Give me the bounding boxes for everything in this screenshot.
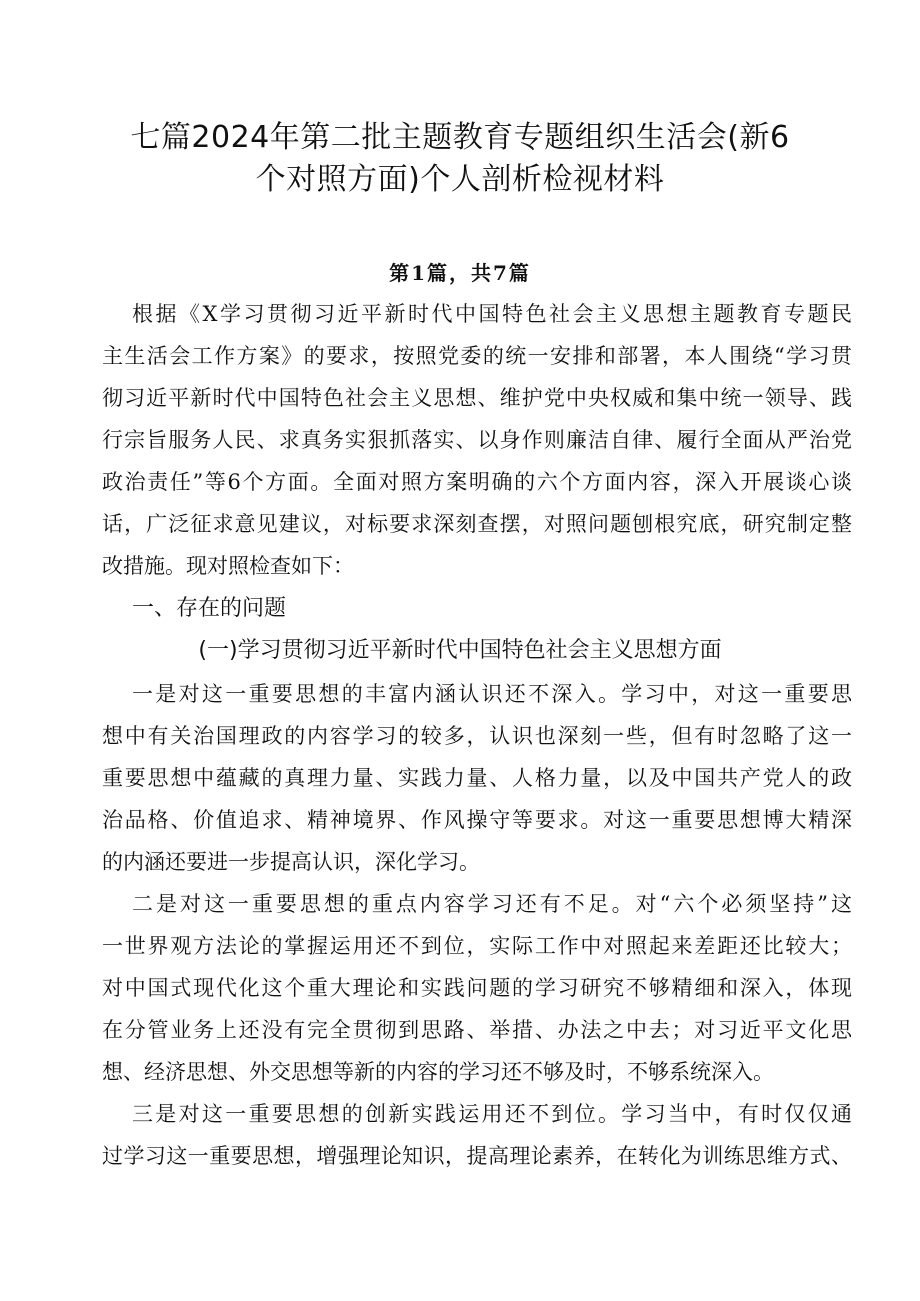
intro-line: 话，广泛征求意见建议，对标要求深刻查摆，对照问题刨根究底，研究制定整 [102, 512, 852, 536]
section-heading: 一、存在的问题 [132, 596, 287, 621]
para2-line: 二是对这一重要思想的重点内容学习还有不足。对“六个必须坚持”这 [132, 892, 852, 916]
intro-line: 行宗旨服务人民、求真务实狠抓落实、以身作则廉洁自律、履行全面从严治党 [102, 428, 852, 452]
intro-line: 彻习近平新时代中国特色社会主义思想、维护党中央权威和集中统一领导、践 [102, 386, 852, 410]
document-title-line-2: 个对照方面)个人剖析检视材料 [255, 162, 665, 197]
part-label: 第1篇，共7篇 [389, 261, 531, 285]
intro-line: 根据《X学习贯彻习近平新时代中国特色社会主义思想主题教育专题民 [132, 302, 852, 326]
para1-line: 一是对这一重要思想的丰富内涵认识还不深入。学习中，对这一重要思 [132, 682, 852, 706]
intro-line: 主生活会工作方案》的要求，按照党委的统一安排和部署，本人围绕“学习贯 [102, 344, 852, 368]
para2-line: 对中国式现代化这个重大理论和实践问题的学习研究不够精细和深入，体现 [102, 976, 852, 1000]
document-title-line-1: 七篇2024年第二批主题教育专题组织生活会(新6 [130, 120, 790, 155]
para1-line: 的内涵还要进一步提高认识，深化学习。 [102, 850, 480, 874]
para2-line: 在分管业务上还没有完全贯彻到思路、举措、办法之中去；对习近平文化思 [102, 1018, 852, 1042]
subsection-heading: (一)学习贯彻习近平新时代中国特色社会主义思想方面 [198, 638, 722, 663]
para1-line: 想中有关治国理政的内容学习的较多，认识也深刻一些，但有时忽略了这一 [102, 724, 852, 748]
para2-line: 想、经济思想、外交思想等新的内容的学习还不够及时，不够系统深入。 [102, 1060, 774, 1084]
para3-line: 三是对这一重要思想的创新实践运用还不到位。学习当中，有时仅仅通 [132, 1102, 852, 1126]
para1-line: 治品格、价值追求、精神境界、作风操守等要求。对这一重要思想博大精深 [102, 808, 852, 832]
intro-line: 改措施。现对照检查如下： [102, 554, 354, 578]
intro-line: 政治责任”等6个方面。全面对照方案明确的六个方面内容，深入开展谈心谈 [102, 470, 852, 494]
para3-line: 过学习这一重要思想，增强理论知识，提高理论素养，在转化为训练思维方式、 [102, 1144, 852, 1168]
para1-line: 重要思想中蕴藏的真理力量、实践力量、人格力量，以及中国共产党人的政 [102, 766, 852, 790]
para2-line: 一世界观方法论的掌握运用还不到位，实际工作中对照起来差距还比较大； [102, 934, 852, 958]
